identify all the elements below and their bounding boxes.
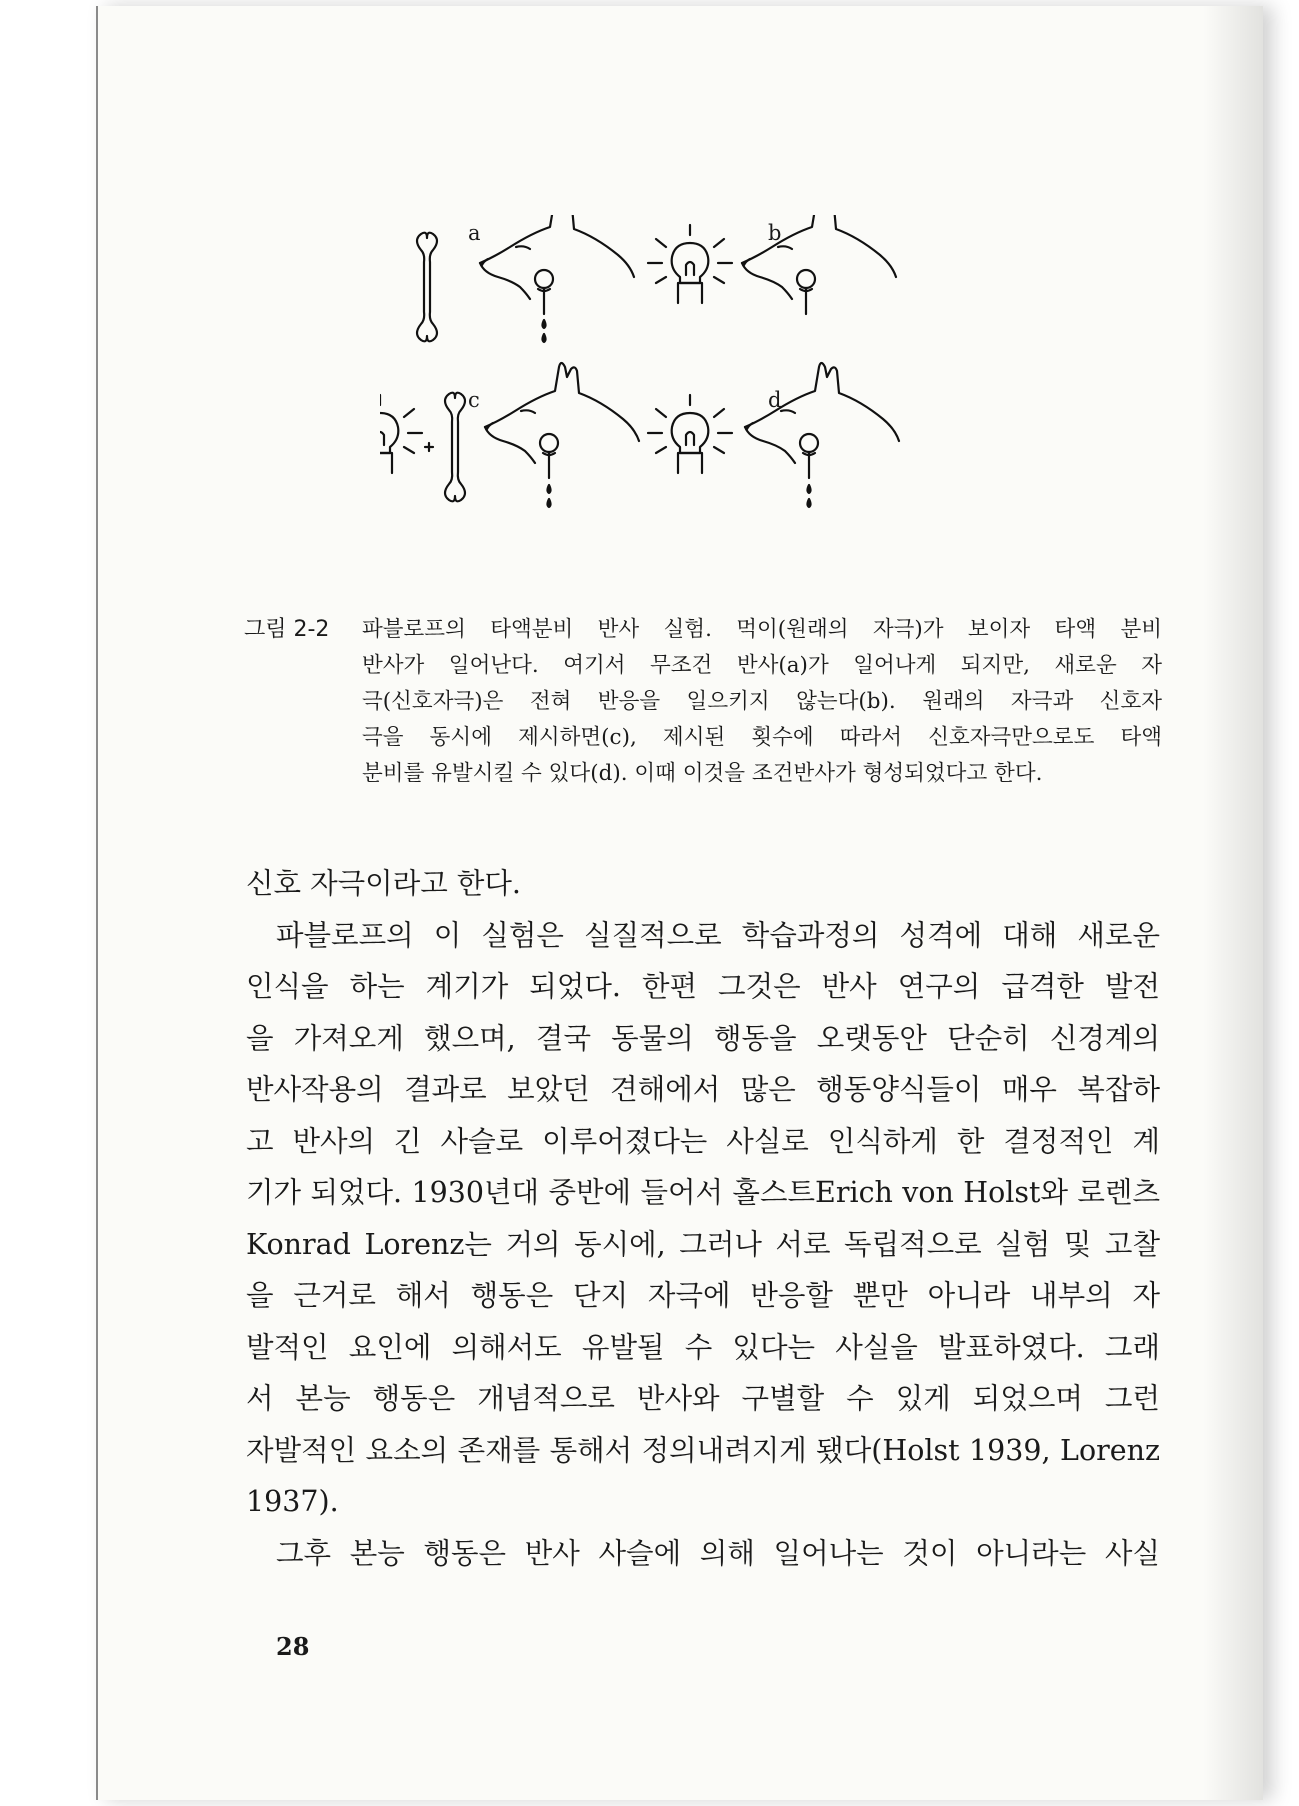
figure-drawing [380,215,1030,555]
saliva-drop-icon [548,485,551,507]
body-line: 서 본능 행동은 개념적으로 반사와 구별할 수 있게 되었으며 그런 [246,1382,1160,1415]
body-line: 고 반사의 긴 사슬로 이루어졌다는 사실로 인식하게 한 결정적인 계 [246,1124,1160,1158]
saliva-drop-icon [543,320,546,342]
bone-icon [417,233,437,342]
body-line: 1937). [246,1485,339,1518]
caption-label: 그림 2-2 [244,617,330,642]
caption-line: 파블로프의 타액분비 반사 실험. 먹이(원래의 자극)가 보이자 타액 분비 [362,617,1162,642]
caption-line: 극(신호자극)은 전혀 반응을 일으키지 않는다(b). 원래의 자극과 신호자 [362,689,1162,714]
body-line: 파블로프의 이 실험은 실질적으로 학습과정의 성격에 대해 새로운 [276,918,1160,952]
dog-head-icon [480,215,634,314]
caption-line: 극을 동시에 제시하면(c), 제시된 횟수에 따라서 신호자극만으로도 타액 [362,725,1162,750]
panel-label-d: d [768,388,782,412]
dog-head-icon [742,215,896,314]
light-bulb-icon [380,395,422,473]
body-line: 반사작용의 결과로 보았던 견해에서 많은 행동양식들이 매우 복잡하 [246,1073,1160,1106]
body-line: 인식을 하는 계기가 되었다. 한편 그것은 반사 연구의 급격한 발전 [246,970,1160,1003]
dog-head-icon [745,363,899,478]
light-bulb-icon [648,225,732,303]
body-line: Konrad Lorenz는 거의 동시에, 그러나 서로 독립적으로 실험 및 고찰 [246,1227,1160,1261]
light-bulb-icon [648,395,732,473]
pavlov-figure [380,215,1030,555]
bone-icon [445,393,465,502]
body-line: 을 근거로 해서 행동은 단지 자극에 반응할 뿐만 아니라 내부의 자 [246,1279,1160,1312]
caption-text [362,612,1162,792]
caption-line: 분비를 유발시킬 수 있다(d). 이때 이것을 조건반사가 형성되었다고 한다. [362,761,1043,786]
page-number: 28 [276,1632,310,1661]
caption-line: 반사가 일어난다. 여기서 무조건 반사(a)가 일어나게 되지만, 새로운 자 [362,653,1162,678]
body-line: 자발적인 요소의 존재를 통해서 정의내려지게 됐다(Holst 1939, Lorenz [246,1433,1160,1467]
body-line: 을 가져오게 했으며, 결국 동물의 행동을 오랫동안 단순히 신경계의 [246,1021,1160,1055]
dog-head-icon [485,363,639,478]
body-line: 신호 자극이라고 한다. [246,867,521,900]
panel-label-b: b [768,221,782,245]
body-text [246,858,1160,1579]
saliva-drop-icon [808,485,811,507]
panel-label-c: c [468,388,480,412]
body-line: 발적인 요인에 의해서도 유발될 수 있다는 사실을 발표하였다. 그래 [246,1330,1160,1364]
body-line: 그후 본능 행동은 반사 사슬에 의해 일어나는 것이 아니라는 사실 [276,1536,1160,1570]
page-edge-shadow [1203,6,1263,1800]
panel-label-a: a [468,221,481,245]
body-line: 기가 되었다. 1930년대 중반에 들어서 홀스트Erich von Holst와 로렌츠 [246,1176,1160,1209]
